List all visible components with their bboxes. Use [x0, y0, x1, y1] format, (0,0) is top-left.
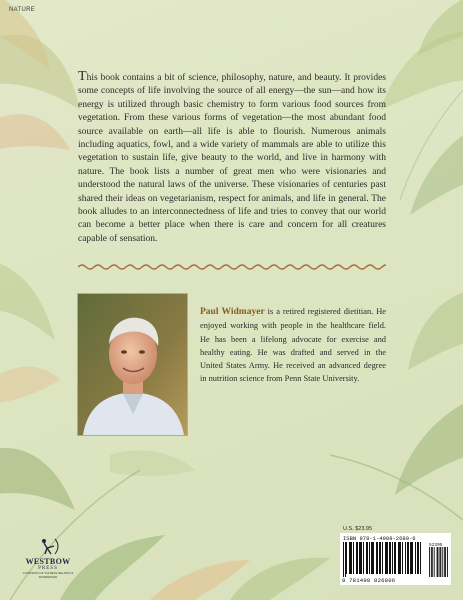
barcode-bar: [369, 542, 370, 574]
barcode-bar: [350, 542, 351, 574]
barcode-bar: [410, 542, 411, 574]
barcode-bar: [394, 542, 395, 574]
barcode-bar: [366, 542, 367, 574]
barcode-bar: [372, 542, 373, 574]
barcode: [340, 533, 451, 585]
barcode-bar: [382, 542, 383, 574]
leaf-shape: [0, 114, 70, 150]
publisher-logo: [22, 537, 74, 579]
leaf-shape: [380, 30, 463, 110]
barcode-bar: [420, 542, 421, 574]
leaf-shape: [60, 535, 165, 600]
barcode-bar: [387, 542, 388, 574]
barcode-addon-digits: 52395: [429, 543, 443, 548]
barcode-bar: [371, 542, 372, 574]
barcode-bar: [360, 542, 361, 574]
barcode-bar: [399, 542, 400, 574]
barcode-addon-bar: [434, 547, 435, 577]
leaf-shape: [395, 400, 463, 495]
barcode-bar: [415, 542, 416, 574]
barcode-bar: [389, 542, 390, 574]
drop-cap: T: [78, 69, 87, 84]
barcode-bar: [377, 542, 378, 574]
author-name: Paul Widmayer: [200, 307, 265, 317]
category-label: NATURE: [9, 7, 36, 13]
barcode-bar: [359, 542, 360, 574]
barcode-bar: [357, 542, 358, 574]
barcode-bar: [376, 542, 377, 574]
leaf-shape: [408, 290, 463, 370]
leaf-shape: [110, 450, 195, 476]
barcode-bar: [349, 542, 350, 574]
barcode-addon-bar: [447, 547, 448, 577]
leaf-shape: [0, 260, 55, 340]
barcode-bar: [356, 542, 357, 574]
barcode-bar: [417, 542, 418, 574]
barcode-bar: [398, 542, 399, 574]
barcode-bar: [392, 542, 393, 574]
barcode-addon-bar: [440, 547, 441, 577]
barcode-addon-bar: [437, 547, 438, 577]
publisher-subname: PRESS: [38, 566, 58, 571]
barcode-bar: [395, 542, 396, 574]
barcode-bar: [385, 542, 386, 574]
barcode-bar: [412, 542, 413, 574]
barcode-addon-bar: [442, 547, 443, 577]
barcode-bar: [345, 542, 346, 577]
wavy-divider: [78, 262, 386, 272]
leaf-shape: [0, 448, 75, 510]
barcode-bar: [361, 542, 362, 574]
barcode-bar: [363, 542, 364, 574]
barcode-bar: [373, 542, 374, 574]
leaf-shape: [410, 130, 463, 215]
barcode-bar: [386, 542, 387, 574]
barcode-bar: [346, 542, 347, 574]
author-bio: [200, 305, 386, 386]
barcode-bars: [343, 542, 448, 577]
publisher-note: A DIVISION OF THOMAS NELSON & ZONDERVAN: [22, 571, 74, 579]
barcode-bar: [418, 542, 419, 574]
barcode-bar: [390, 542, 391, 574]
barcode-bar: [379, 542, 380, 574]
publisher-name: WESTBOW: [25, 557, 71, 566]
barcode-bar: [405, 542, 406, 574]
description-text: his book contains a bit of science, philosophy, nature, and beauty. It provides some concepts of life involving the source of all energy—the sun—and how its energy is utilized through basic chemistry to form various food sources from vegetation. From these various forms of vegetation—the most abundant food source available on earth—all life is able to flourish. Numerous animals including aquatics, fowl, and a wide variety of mammals are able to utilize this vegetation to sustain life, give beauty to the world, and live in harmony with nature. The book lists a number of great men who were visionaries and understood the natural laws of the universe. These visionaries of centuries past shared their ideas on vegetarianism, respect for animals, and life in general. The book alludes to an interconnectedness of life and tries to convey that our world can become a better place when there is care and concern for all creatures capable of sensation.: [78, 73, 386, 244]
barcode-bar: [353, 542, 354, 574]
barcode-bar: [402, 542, 403, 574]
barcode-addon-bar: [439, 547, 440, 577]
barcode-addon-bar: [431, 547, 432, 577]
ean-digits: 9 781490 826806: [342, 577, 396, 584]
barcode-bar: [380, 542, 381, 574]
barcode-bar: [408, 542, 409, 574]
bow-figure-icon: [35, 537, 61, 557]
barcode-bar: [407, 542, 408, 574]
price-label: U.S. $23.95: [343, 526, 373, 532]
barcode-bar: [367, 542, 368, 574]
barcode-addon-bar: [429, 547, 430, 577]
barcode-bar: [351, 542, 352, 574]
author-photo: [77, 293, 188, 436]
leaf-shape: [0, 367, 60, 405]
author-bio-text: is a retired registered dietitian. He enjoyed working with people in the healthcare field. He has been a lifelong advocate for exercise and healthy eating. He was drafted and served in the United States Army. He received an advanced degree in nutrition science from Penn State University.: [200, 307, 387, 384]
barcode-bar: [400, 542, 401, 574]
barcode-bar: [343, 542, 344, 577]
barcode-addon-bar: [445, 547, 446, 577]
book-description: [78, 69, 386, 246]
barcode-bar: [411, 542, 412, 574]
barcode-addon-bar: [432, 547, 433, 577]
isbn-text: ISBN 978-1-4908-2680-6: [343, 535, 416, 542]
barcode-addon-bar: [438, 547, 439, 577]
barcode-addon-bar: [444, 547, 445, 577]
